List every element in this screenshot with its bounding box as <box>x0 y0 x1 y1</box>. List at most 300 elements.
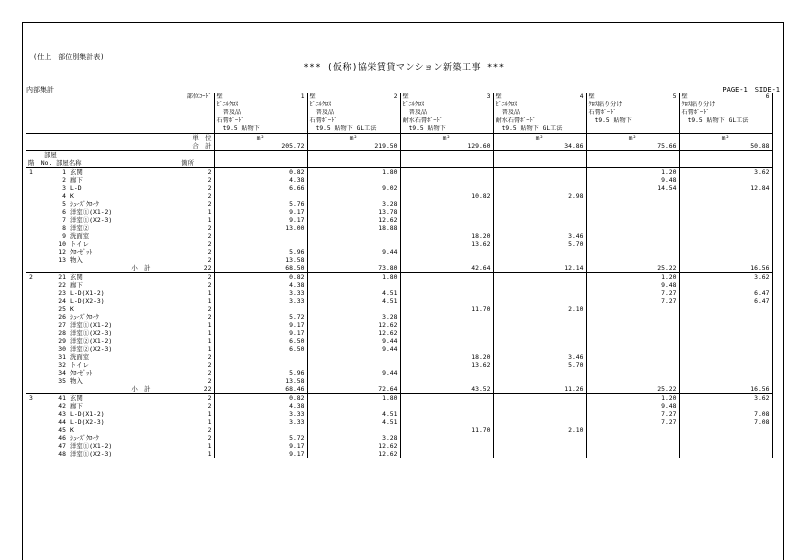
report-sheet <box>22 22 784 560</box>
room-name-cell <box>26 426 198 434</box>
value-cell <box>586 208 679 216</box>
room-count: 1 <box>198 337 214 345</box>
room-number: 2 <box>62 176 66 184</box>
report-title: *** (仮称)協栄賃貸マンション新築工事 *** <box>303 63 505 73</box>
table-row <box>26 168 772 177</box>
room-number: 22 <box>58 281 66 289</box>
column-desc-text: ﾋﾞﾆﾙｸﾛｽ <box>216 101 239 108</box>
table-row <box>26 321 772 329</box>
value-cell: 4.38 <box>214 281 307 289</box>
value-cell: 3.33 <box>214 418 307 426</box>
room-number: 29 <box>58 337 66 345</box>
room-number: 47 <box>58 442 66 450</box>
value-cell <box>400 418 493 426</box>
room-count: 22 <box>198 385 214 394</box>
room-number: 31 <box>58 353 66 361</box>
value-cell: 11.70 <box>400 426 493 434</box>
column-desc <box>400 109 493 117</box>
room-count: 2 <box>198 305 214 313</box>
room-name-cell <box>26 321 198 329</box>
blank <box>198 159 214 168</box>
total-cell: 219.50 <box>307 142 400 151</box>
value-cell <box>493 168 586 177</box>
value-cell: 11.26 <box>493 385 586 394</box>
value-cell: 7.08 <box>679 418 772 426</box>
value-cell <box>493 418 586 426</box>
room-name-cell <box>26 232 198 240</box>
room-name-cell <box>26 410 198 418</box>
column-desc <box>493 117 586 125</box>
room-name: K <box>70 305 74 313</box>
table-row <box>26 184 772 192</box>
table-row <box>26 450 772 458</box>
column-desc-text: 耐水石膏ﾎﾞｰﾄﾞ <box>402 117 443 124</box>
room-number: 42 <box>58 402 66 410</box>
room-name: K <box>70 192 74 200</box>
value-cell <box>679 305 772 313</box>
value-cell <box>679 200 772 208</box>
value-cell: 9.44 <box>307 345 400 353</box>
value-cell <box>493 442 586 450</box>
room-number: 8 <box>62 224 66 232</box>
value-cell: 14.54 <box>586 184 679 192</box>
column-desc <box>586 125 679 134</box>
value-cell <box>493 394 586 403</box>
blank <box>493 151 586 160</box>
room-name: 廊下 <box>70 281 83 289</box>
value-cell <box>586 305 679 313</box>
value-cell: 5.96 <box>214 248 307 256</box>
room-number: 24 <box>58 297 66 305</box>
value-cell <box>493 450 586 458</box>
column-desc-text: 普及品 <box>495 109 521 116</box>
value-cell <box>214 232 307 240</box>
value-cell: 42.64 <box>400 264 493 273</box>
table-row <box>26 345 772 353</box>
room-count: 2 <box>198 232 214 240</box>
column-desc-text: 壁 <box>588 93 595 100</box>
column-desc <box>400 101 493 109</box>
value-cell <box>214 305 307 313</box>
value-cell <box>679 402 772 410</box>
room-count: 2 <box>198 184 214 192</box>
room-count: 1 <box>198 418 214 426</box>
value-cell <box>586 240 679 248</box>
value-cell <box>586 216 679 224</box>
table-row <box>26 248 772 256</box>
value-cell: 3.46 <box>493 232 586 240</box>
subtotal-row <box>26 385 772 394</box>
value-cell: 11.70 <box>400 305 493 313</box>
room-count: 2 <box>198 353 214 361</box>
table-row <box>26 240 772 248</box>
value-cell <box>493 345 586 353</box>
bui-code-label: 部位ｺｰﾄﾞ <box>26 93 214 101</box>
value-cell <box>493 256 586 264</box>
value-cell <box>400 297 493 305</box>
value-cell: 2.10 <box>493 305 586 313</box>
value-cell <box>493 434 586 442</box>
column-number: 1 <box>300 93 305 100</box>
room-name: ｸﾛｰｾﾞｯﾄ <box>70 248 93 256</box>
room-name: 玄関 <box>70 394 83 402</box>
room-name: トイレ <box>70 361 89 369</box>
room-name: 洋室①(X1-2) <box>70 208 113 216</box>
value-cell <box>400 168 493 177</box>
value-cell <box>400 450 493 458</box>
blank <box>214 151 307 160</box>
value-cell <box>400 208 493 216</box>
room-name-cell <box>26 281 198 289</box>
room-count: 2 <box>198 240 214 248</box>
room-count: 2 <box>198 361 214 369</box>
value-cell <box>679 240 772 248</box>
room-number: 43 <box>58 410 66 418</box>
column-desc-text: ｸﾛｽ貼り分け <box>588 101 623 108</box>
column-desc-text: t9.5 貼物下 GL工法 <box>681 117 749 124</box>
value-cell: 9.48 <box>586 402 679 410</box>
column-desc-text: t9.5 貼物下 <box>588 117 632 124</box>
value-cell <box>586 200 679 208</box>
room-name-cell <box>26 305 198 313</box>
value-cell <box>400 248 493 256</box>
room-name-cell <box>26 329 198 337</box>
column-desc <box>679 101 772 109</box>
column-desc <box>586 101 679 109</box>
value-cell <box>679 248 772 256</box>
value-cell <box>400 256 493 264</box>
value-cell: 73.80 <box>307 264 400 273</box>
value-cell: 9.48 <box>586 281 679 289</box>
column-desc <box>307 101 400 109</box>
subtotal-label: 小 計 <box>26 385 198 394</box>
value-cell: 9.44 <box>307 248 400 256</box>
value-cell <box>679 329 772 337</box>
value-cell <box>679 192 772 200</box>
room-name: ｸﾛｰｾﾞｯﾄ <box>70 369 93 377</box>
room-name-cell <box>26 377 198 385</box>
room-number: 25 <box>58 305 66 313</box>
value-cell: 9.17 <box>214 329 307 337</box>
value-cell: 0.82 <box>214 273 307 282</box>
room-count: 2 <box>198 369 214 377</box>
value-cell: 10.82 <box>400 192 493 200</box>
blank <box>586 159 679 168</box>
value-cell <box>307 256 400 264</box>
room-name-cell <box>26 337 198 345</box>
room-name: L-D(X1-2) <box>70 410 105 418</box>
value-cell: 5.96 <box>214 369 307 377</box>
value-cell <box>400 281 493 289</box>
floor-number: 1 <box>29 168 33 176</box>
value-cell: 18.88 <box>307 224 400 232</box>
room-count: 2 <box>198 377 214 385</box>
value-cell <box>400 345 493 353</box>
value-cell <box>400 321 493 329</box>
value-cell <box>679 321 772 329</box>
room-number: 35 <box>58 377 66 385</box>
column-header-line <box>26 93 772 101</box>
table-row <box>26 337 772 345</box>
column-desc <box>400 125 493 134</box>
room-name: ｼｭｰｽﾞｸﾛｰｸ <box>70 200 99 208</box>
room-name: トイレ <box>70 240 89 248</box>
value-cell <box>586 426 679 434</box>
value-cell: 3.28 <box>307 200 400 208</box>
room-number: 7 <box>62 216 66 224</box>
value-cell <box>679 256 772 264</box>
blank <box>679 151 772 160</box>
room-name-cell <box>26 240 198 248</box>
value-cell <box>400 329 493 337</box>
value-cell: 16.56 <box>679 264 772 273</box>
value-cell <box>214 426 307 434</box>
column-desc-text: 壁 <box>402 93 409 100</box>
total-cell: 50.88 <box>679 142 772 151</box>
unit-cell: m² <box>400 134 493 143</box>
room-count: 2 <box>198 394 214 403</box>
value-cell <box>586 337 679 345</box>
value-cell <box>214 353 307 361</box>
room-count: 1 <box>198 321 214 329</box>
room-number: 46 <box>58 434 66 442</box>
room-name: 物入 <box>70 256 83 264</box>
blank <box>400 151 493 160</box>
room-count: 2 <box>198 281 214 289</box>
value-cell: 3.62 <box>679 273 772 282</box>
value-cell: 9.02 <box>307 184 400 192</box>
value-cell: 12.14 <box>493 264 586 273</box>
value-cell: 7.27 <box>586 297 679 305</box>
table-row <box>26 329 772 337</box>
table-row <box>26 289 772 297</box>
room-count: 2 <box>198 313 214 321</box>
table-row <box>26 216 772 224</box>
value-cell <box>307 176 400 184</box>
value-cell: 9.44 <box>307 337 400 345</box>
value-cell <box>679 369 772 377</box>
value-cell <box>307 426 400 434</box>
room-number: 34 <box>58 369 66 377</box>
total-cell: 34.86 <box>493 142 586 151</box>
room-name-cell <box>26 402 198 410</box>
value-cell <box>586 434 679 442</box>
room-name: 物入 <box>70 377 83 385</box>
column-desc-text: 耐水石膏ﾎﾞｰﾄﾞ <box>495 117 536 124</box>
value-cell: 1.20 <box>586 168 679 177</box>
value-cell <box>400 200 493 208</box>
value-cell <box>400 402 493 410</box>
room-name: L-D(X1-2) <box>70 289 105 297</box>
column-number: 5 <box>672 93 677 100</box>
value-cell: 4.51 <box>307 289 400 297</box>
bui-code-label <box>26 101 214 109</box>
room-number: 12 <box>58 248 66 256</box>
value-cell: 7.27 <box>586 410 679 418</box>
value-cell <box>493 273 586 282</box>
value-cell: 6.47 <box>679 289 772 297</box>
value-cell <box>400 313 493 321</box>
bui-code-label <box>26 109 214 117</box>
value-cell: 1.80 <box>307 168 400 177</box>
room-name: L-D(X2-3) <box>70 297 105 305</box>
value-cell <box>679 224 772 232</box>
value-cell <box>400 224 493 232</box>
room-number: 1 <box>62 168 66 176</box>
value-cell <box>493 369 586 377</box>
blank <box>307 159 400 168</box>
value-cell: 72.64 <box>307 385 400 394</box>
room-name-cell <box>26 450 198 458</box>
value-cell <box>493 281 586 289</box>
value-cell: 7.08 <box>679 410 772 418</box>
room-name-cell <box>26 176 198 184</box>
room-number: 32 <box>58 361 66 369</box>
room-name: K <box>70 426 74 434</box>
room-number: 21 <box>58 273 66 281</box>
value-cell <box>400 337 493 345</box>
value-cell <box>586 256 679 264</box>
value-cell <box>586 361 679 369</box>
value-cell: 2.10 <box>493 426 586 434</box>
value-cell: 12.62 <box>307 442 400 450</box>
value-cell: 4.51 <box>307 410 400 418</box>
value-cell: 13.62 <box>400 240 493 248</box>
total-cell: 205.72 <box>214 142 307 151</box>
column-desc-text: 普及品 <box>402 109 428 116</box>
value-cell: 13.58 <box>214 256 307 264</box>
room-count: 22 <box>198 264 214 273</box>
value-cell <box>493 208 586 216</box>
room-count: 1 <box>198 297 214 305</box>
value-cell: 6.50 <box>214 337 307 345</box>
room-name: 洋室①(X2-3) <box>70 329 113 337</box>
room-number: 26 <box>58 313 66 321</box>
value-cell <box>214 192 307 200</box>
value-cell <box>586 321 679 329</box>
value-cell <box>679 208 772 216</box>
table-row <box>26 361 772 369</box>
room-number: 28 <box>58 329 66 337</box>
room-name-cell <box>26 256 198 264</box>
value-cell <box>586 353 679 361</box>
bui-code-label <box>26 117 214 125</box>
value-cell: 68.50 <box>214 264 307 273</box>
value-cell: 9.17 <box>214 321 307 329</box>
room-name-cell <box>26 345 198 353</box>
section-label: 内部集計 <box>26 86 54 94</box>
value-cell <box>307 353 400 361</box>
value-cell: 3.33 <box>214 410 307 418</box>
column-header-line <box>26 109 772 117</box>
room-count: 2 <box>198 248 214 256</box>
room-name-cell <box>26 394 198 403</box>
blank <box>586 151 679 160</box>
room-name-cell <box>26 434 198 442</box>
value-cell: 3.62 <box>679 394 772 403</box>
value-cell <box>586 329 679 337</box>
table-row <box>26 313 772 321</box>
table-row <box>26 200 772 208</box>
value-cell: 16.56 <box>679 385 772 394</box>
value-cell <box>493 410 586 418</box>
value-cell <box>400 377 493 385</box>
table-row <box>26 394 772 403</box>
value-cell <box>307 192 400 200</box>
floor-number: 2 <box>29 273 33 281</box>
value-cell <box>679 345 772 353</box>
value-cell: 13.62 <box>400 361 493 369</box>
table-row <box>26 418 772 426</box>
room-name-cell <box>26 297 198 305</box>
room-number: 48 <box>58 450 66 458</box>
page-info: PAGE-1 SIDE-1 <box>722 86 780 94</box>
room-number: 27 <box>58 321 66 329</box>
column-desc-text: 壁 <box>309 93 316 100</box>
room-count: 1 <box>198 345 214 353</box>
value-cell: 2.98 <box>493 192 586 200</box>
room-name-cell <box>26 273 198 282</box>
value-cell: 25.22 <box>586 385 679 394</box>
column-desc-text: 石膏ﾎﾞｰﾄﾞ <box>681 109 710 116</box>
value-cell <box>307 377 400 385</box>
value-cell: 9.17 <box>214 442 307 450</box>
value-cell <box>400 216 493 224</box>
value-cell <box>493 176 586 184</box>
blank <box>493 159 586 168</box>
value-cell: 5.70 <box>493 361 586 369</box>
room-name-cell <box>26 168 198 177</box>
value-cell: 6.50 <box>214 345 307 353</box>
value-cell <box>493 297 586 305</box>
blank <box>214 159 307 168</box>
value-cell: 18.20 <box>400 232 493 240</box>
room-number: 23 <box>58 289 66 297</box>
value-cell: 9.48 <box>586 176 679 184</box>
column-number: 4 <box>579 93 584 100</box>
table-row <box>26 410 772 418</box>
room-name: 洗面室 <box>70 353 90 361</box>
column-desc-text: ﾋﾞﾆﾙｸﾛｽ <box>402 101 425 108</box>
column-desc-text: t9.5 貼物下 <box>402 125 446 132</box>
column-desc-text: ｸﾛｽ貼り分け <box>681 101 716 108</box>
column-desc-text: t9.5 貼物下 GL工法 <box>309 125 377 132</box>
column-desc-text: 壁 <box>495 93 502 100</box>
value-cell <box>586 224 679 232</box>
value-cell: 0.82 <box>214 394 307 403</box>
value-cell <box>493 377 586 385</box>
value-cell <box>400 410 493 418</box>
value-cell: 7.27 <box>586 289 679 297</box>
kasho-label: 箇所 <box>181 159 194 167</box>
room-number: 5 <box>62 200 66 208</box>
unit-label: 単 位 <box>26 134 214 143</box>
table-row <box>26 208 772 216</box>
value-cell: 9.17 <box>214 208 307 216</box>
value-cell <box>679 353 772 361</box>
value-cell: 9.44 <box>307 369 400 377</box>
room-number: 45 <box>58 426 66 434</box>
column-desc <box>679 125 772 134</box>
room-number: 44 <box>58 418 66 426</box>
table-row <box>26 353 772 361</box>
value-cell <box>214 361 307 369</box>
column-desc-text: t9.5 貼物下 <box>216 125 260 132</box>
table-row <box>26 426 772 434</box>
room-name: L-D(X2-3) <box>70 418 105 426</box>
value-cell: 12.62 <box>307 450 400 458</box>
value-cell <box>679 434 772 442</box>
